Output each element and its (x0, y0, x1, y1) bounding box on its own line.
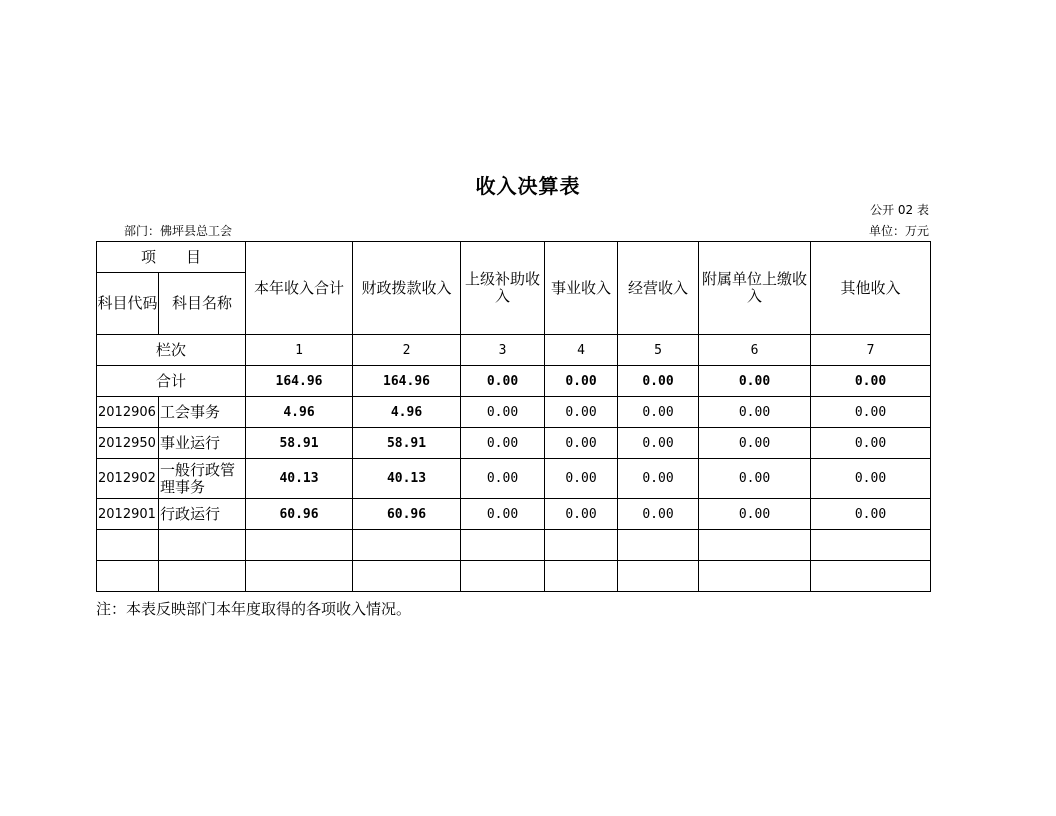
cell-value: 40.13 (246, 459, 353, 499)
col-index-row (97, 335, 931, 366)
cell-value: 0.00 (699, 428, 811, 459)
cell-value: 0.00 (811, 428, 931, 459)
cell-value: 4.96 (353, 397, 461, 428)
total-label: 合计 (97, 366, 246, 397)
cell-value: 0.00 (545, 459, 618, 499)
col-index: 7 (811, 335, 931, 366)
cell-value: 0.00 (811, 397, 931, 428)
total-value: 0.00 (618, 366, 699, 397)
table-row (97, 499, 931, 530)
subject-name: 一般行政管理事务 (159, 459, 246, 499)
col-index: 1 (246, 335, 353, 366)
total-row (97, 366, 931, 397)
col-header: 事业收入 (545, 242, 618, 335)
cell-value: 40.13 (353, 459, 461, 499)
col-index: 2 (353, 335, 461, 366)
cell-value: 60.96 (246, 499, 353, 530)
total-value: 0.00 (461, 366, 545, 397)
table-row (97, 459, 931, 499)
subject-code: 2012906 (97, 397, 159, 428)
subject-name: 工会事务 (159, 397, 246, 428)
cell-value: 0.00 (699, 499, 811, 530)
cell-value: 0.00 (545, 397, 618, 428)
footnote: 注：本表反映部门本年度取得的各项收入情况。 (96, 600, 412, 618)
cell-value: 0.00 (811, 499, 931, 530)
col-index: 4 (545, 335, 618, 366)
col-header: 本年收入合计 (246, 242, 353, 335)
table-row (97, 428, 931, 459)
total-value: 0.00 (811, 366, 931, 397)
subject-name: 事业运行 (159, 428, 246, 459)
report-title: 收入决算表 (475, 174, 581, 198)
cell-value: 0.00 (618, 499, 699, 530)
table-row (97, 397, 931, 428)
cell-value: 58.91 (246, 428, 353, 459)
total-value: 164.96 (353, 366, 461, 397)
empty-row (97, 561, 931, 592)
col-index: 6 (699, 335, 811, 366)
subject-code: 2012950 (97, 428, 159, 459)
cell-value: 0.00 (618, 397, 699, 428)
cell-value: 0.00 (699, 397, 811, 428)
total-value: 164.96 (246, 366, 353, 397)
cell-value: 0.00 (461, 459, 545, 499)
cell-value: 0.00 (461, 499, 545, 530)
cell-value: 0.00 (545, 499, 618, 530)
col-header: 财政拨款收入 (353, 242, 461, 335)
subject-code: 2012901 (97, 499, 159, 530)
subject-code: 2012902 (97, 459, 159, 499)
cell-value: 0.00 (811, 459, 931, 499)
income-table (96, 241, 931, 592)
header-row-1 (97, 242, 931, 273)
col-header: 附属单位上缴收入 (699, 242, 811, 335)
total-value: 0.00 (545, 366, 618, 397)
cell-value: 60.96 (353, 499, 461, 530)
total-value: 0.00 (699, 366, 811, 397)
cell-value: 0.00 (618, 428, 699, 459)
empty-row (97, 530, 931, 561)
col-header: 经营收入 (618, 242, 699, 335)
subject-name: 行政运行 (159, 499, 246, 530)
cell-value: 0.00 (461, 428, 545, 459)
col-index: 5 (618, 335, 699, 366)
code-header: 科目代码 (97, 273, 159, 335)
col-index: 3 (461, 335, 545, 366)
col-header: 上级补助收入 (461, 242, 545, 335)
cell-value: 0.00 (618, 459, 699, 499)
cell-value: 0.00 (699, 459, 811, 499)
form-number: 公开 02 表 (870, 203, 929, 217)
col-index-label: 栏次 (97, 335, 246, 366)
col-header: 其他收入 (811, 242, 931, 335)
department-label: 部门：佛坪县总工会 (124, 224, 233, 238)
item-header: 项 目 (97, 242, 246, 273)
cell-value: 58.91 (353, 428, 461, 459)
name-header: 科目名称 (159, 273, 246, 335)
cell-value: 4.96 (246, 397, 353, 428)
cell-value: 0.00 (461, 397, 545, 428)
cell-value: 0.00 (545, 428, 618, 459)
unit-label: 单位：万元 (868, 224, 929, 238)
